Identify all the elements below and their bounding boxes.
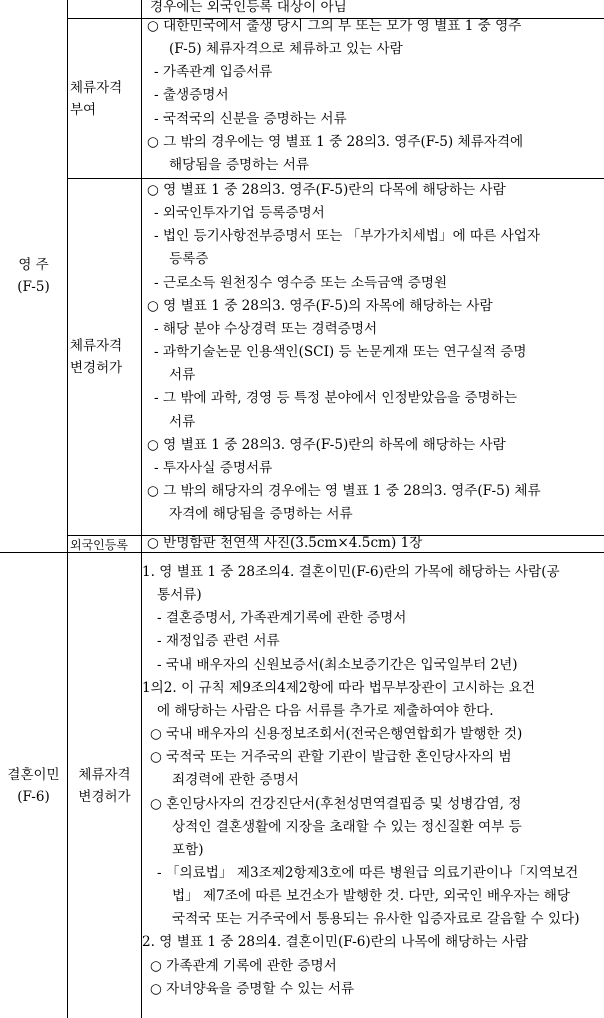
row-f5-grant-content xyxy=(141,18,604,178)
content-line: - 근로소득 원천징수 영수증 또는 소득금액 증명원 xyxy=(154,274,448,291)
content-line: - 국적국의 신분을 증명하는 서류 xyxy=(154,110,347,127)
content-line: - 투자사실 증명서류 xyxy=(154,459,273,476)
content-line: 2. 영 별표 1 중 28의4. 결혼이민(F-6)란의 나목에 해당하는 사람 xyxy=(142,934,529,951)
group-f6-code: (F-6) xyxy=(17,788,50,805)
row-f5-grant-label xyxy=(67,18,141,178)
content-line: 해당됨을 증명하는 서류 xyxy=(169,156,309,173)
row-f5-grant-label-line1: 체류자격 xyxy=(70,79,123,96)
content-line: ○ 대한민국에서 출생 당시 그의 부 또는 모가 영 별표 1 중 영주 xyxy=(147,18,522,34)
content-line: 법」 제7조에 따른 보건소가 발행한 것. 다만, 외국인 배우자는 해당 xyxy=(172,888,571,905)
group-f5-title: 영 주 xyxy=(18,257,49,273)
row-f5-registration-content xyxy=(141,535,604,552)
row-f6-change-label-line1: 체류자격 xyxy=(78,766,131,783)
row-top-col2 xyxy=(67,0,141,18)
content-line: - 해당 분야 수상경력 또는 경력증명서 xyxy=(154,320,378,337)
content-line: 상적인 결혼생활에 지장을 초래할 수 있는 정신질환 여부 등 xyxy=(172,818,522,835)
content-line: ○ 영 별표 1 중 28의3. 영주(F-5)란의 하목에 해당하는 사람 xyxy=(147,436,506,453)
row-f5-registration-label xyxy=(67,535,141,552)
content-line: 자격에 해당됨을 증명하는 서류 xyxy=(169,506,353,523)
content-line: 1의2. 이 규칙 제9조의4제2항에 따라 법무부장관이 고시하는 요건 xyxy=(142,679,535,696)
row-f6-change-label-line2: 변경허가 xyxy=(78,788,131,805)
content-line: 1. 영 별표 1 중 28조의4. 결혼이민(F-6)란의 가목에 해당하는 사람(공 xyxy=(142,564,560,580)
content-line: ○ 반명함판 천연색 사진(3.5cm×4.5cm) 1장 xyxy=(147,535,423,551)
content-line: ○ 영 별표 1 중 28의3. 영주(F-5)의 자목에 해당하는 사람 xyxy=(147,297,493,314)
content-line: 에 해당하는 사람은 다음 서류를 추가로 제출하여야 한다. xyxy=(157,702,494,719)
content-line: 포함) xyxy=(172,841,204,858)
content-line: - 국내 배우자의 신원보증서(최소보증기간은 입국일부터 2년) xyxy=(157,656,518,673)
row-f5-change-label-line1: 체류자격 xyxy=(70,338,123,354)
row-f5-registration-label-text: 외국인등록 xyxy=(70,537,128,552)
content-line: 국적국 또는 거주국에서 통용되는 유사한 입증자료로 갈음할 수 있다) xyxy=(172,911,580,928)
content-line: - 그 밖에 과학, 경영 등 특정 분야에서 인정받았음을 증명하는 xyxy=(154,390,517,407)
content-line: ○ 가족관계 기록에 관한 증명서 xyxy=(150,957,337,974)
content-line: 등록증 xyxy=(169,251,209,268)
row-f6-change-content xyxy=(141,552,604,1018)
content-line: - 재정입증 관련 서류 xyxy=(157,633,280,650)
content-line: ○ 자녀양육을 증명할 수 있는 서류 xyxy=(150,980,355,997)
group-f6-title: 결혼이민 xyxy=(7,766,60,783)
content-line: 서류 xyxy=(169,367,196,384)
content-line: ○ 국적국 또는 거주국의 관할 기관이 발급한 혼인당사자의 범 xyxy=(150,749,512,766)
content-line: ○ 혼인당사자의 건강진단서(후천성면역결핍증 및 성병감염, 정 xyxy=(150,795,522,812)
content-line: - 출생증명서 xyxy=(154,87,229,104)
content-line: - 과학기술논문 인용색인(SCI) 등 논문게재 또는 연구실적 증명 xyxy=(154,344,527,361)
group-f5-label xyxy=(0,0,67,552)
content-line: - 법인 등기사항전부증명서 또는 「부가가치세법」에 따른 사업자 xyxy=(154,228,540,245)
content-line: - 가족관계 입증서류 xyxy=(154,64,273,81)
content-line: 죄경력에 관한 증명서 xyxy=(172,772,299,789)
content-line: ○ 국내 배우자의 신용정보조회서(전국은행연합회가 발행한 것) xyxy=(150,726,523,743)
content-line: ○ 영 별표 1 중 28의3. 영주(F-5)란의 다목에 해당하는 사람 xyxy=(147,182,506,198)
group-f5-code: (F-5) xyxy=(17,279,50,295)
group-f6-label xyxy=(0,552,67,1018)
row-f5-change-content xyxy=(141,178,604,535)
content-line: ○ 그 밖의 경우에는 영 별표 1 중 28의3. 영주(F-5) 체류자격에 xyxy=(147,133,524,150)
row-f6-change-label xyxy=(67,552,141,1018)
row-f5-change-label xyxy=(67,178,141,535)
content-line: - 「의료법」 제3조제2항제3호에 따른 병원급 의료기관이나「지역보건 xyxy=(157,864,579,881)
row-f5-grant-label-line2: 부여 xyxy=(70,101,97,118)
content-line: - 외국인투자기업 등록증명서 xyxy=(154,205,325,222)
content-line: 통서류) xyxy=(157,587,202,604)
content-line: ○ 그 밖의 해당자의 경우에는 영 별표 1 중 28의3. 영주(F-5) 체류 xyxy=(147,482,541,499)
row-f5-change-label-line2: 변경허가 xyxy=(70,360,123,376)
content-line: 경우에는 외국인등록 대상이 아님 xyxy=(150,0,347,15)
content-line: 서류 xyxy=(169,413,196,430)
content-line: (F-5) 체류자격으로 체류하고 있는 사람 xyxy=(169,41,403,58)
content-line: - 결혼증명서, 가족관계기록에 관한 증명서 xyxy=(157,610,407,627)
